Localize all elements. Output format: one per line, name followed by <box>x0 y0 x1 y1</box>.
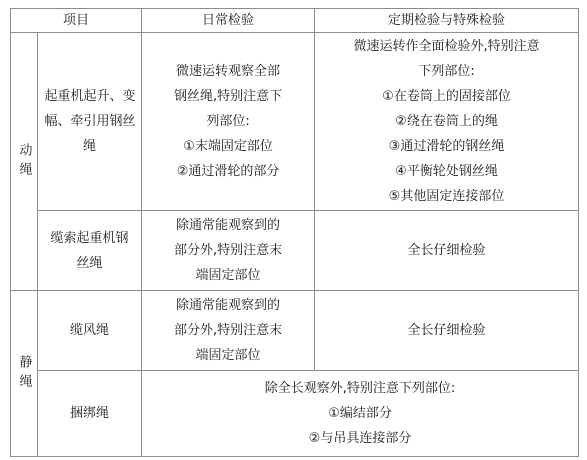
rope-name-cell <box>38 33 142 211</box>
rope-name-line: 起重机起升、变 <box>44 89 136 104</box>
periodic-line: ⑤其他固定连接部位 <box>388 189 505 204</box>
periodic-line: 全长仔细检验 <box>407 323 486 338</box>
group-dynamic-rope: 动绳 <box>11 33 38 291</box>
merged-inspection-cell <box>142 371 579 457</box>
group-static-rope: 静绳 <box>11 291 38 457</box>
header-item: 项目 <box>11 9 142 33</box>
rope-name-line: 缆风绳 <box>70 323 110 338</box>
merged-line: ①编结部分 <box>328 406 392 421</box>
daily-line: 端固定部位 <box>195 268 261 283</box>
rope-name-line: 捆绑绳 <box>70 406 110 421</box>
rope-name-line: 丝绳 <box>76 255 103 271</box>
header-daily-inspection: 日常检验 <box>142 9 315 33</box>
rope-name-cell <box>38 211 142 291</box>
wire-rope-inspection-table <box>10 8 579 457</box>
daily-line: 钢丝绳,特别注意下 <box>173 89 283 104</box>
periodic-line: 全长仔细检验 <box>407 243 486 258</box>
periodic-line: ①在卷筒上的固接部位 <box>382 89 511 104</box>
rope-name-line: 幅、牵引用钢丝 <box>44 114 136 129</box>
periodic-inspection-cell <box>315 291 579 371</box>
daily-line: 除通常能观察到的 <box>176 298 281 313</box>
table-row <box>11 211 579 291</box>
daily-line: 列部位: <box>206 114 250 129</box>
periodic-inspection-cell <box>315 211 579 291</box>
daily-line: 除通常能观察到的 <box>176 218 281 233</box>
merged-line: ②与吊具连接部分 <box>308 431 412 446</box>
daily-line: 部分外,特别注意末 <box>173 323 283 338</box>
daily-line: ①末端固定部位 <box>183 139 273 154</box>
periodic-line: ②绕在卷筒上的绳 <box>395 114 498 129</box>
daily-line: 部分外,特别注意末 <box>173 243 283 258</box>
table-row <box>11 33 579 211</box>
daily-inspection-cell <box>142 291 315 371</box>
header-row <box>11 9 579 33</box>
rope-name-cell <box>38 371 142 457</box>
periodic-line: ③通过滑轮的钢丝绳 <box>388 139 505 154</box>
daily-inspection-cell <box>142 33 315 211</box>
daily-line: ②通过滑轮的部分 <box>176 164 280 179</box>
periodic-inspection-cell <box>315 33 579 211</box>
table-row <box>11 371 579 457</box>
rope-name-cell <box>38 291 142 371</box>
rope-name-line: 缆索起重机钢 <box>50 230 129 246</box>
daily-line: 微速运转观察全部 <box>176 64 281 79</box>
header-periodic-inspection: 定期检验与特殊检验 <box>315 9 579 33</box>
rope-name-line: 绳 <box>82 139 96 154</box>
merged-line: 除全长观察外,特别注意下列部位: <box>264 381 456 396</box>
daily-line: 端固定部位 <box>195 348 261 363</box>
periodic-line: 下列部位: <box>418 64 475 79</box>
periodic-line: 微速运转作全面检验外,特别注意 <box>353 39 540 54</box>
periodic-line: ④平衡轮处钢丝绳 <box>395 164 498 179</box>
daily-inspection-cell <box>142 211 315 291</box>
table-row <box>11 291 579 371</box>
